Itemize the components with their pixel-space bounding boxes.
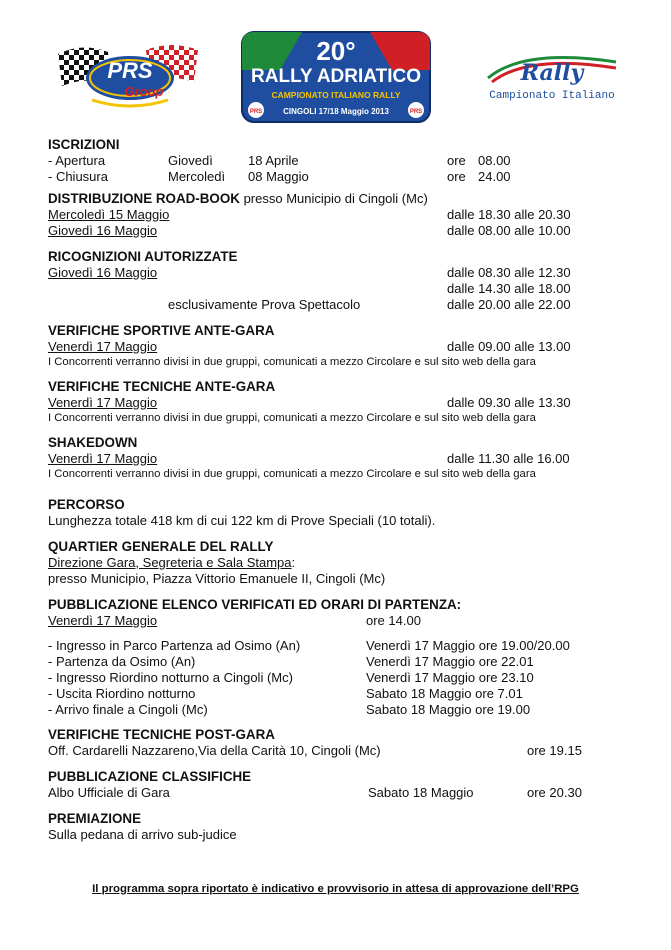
ricognizioni-note: esclusivamente Prova Spettacolo <box>168 297 361 312</box>
shakedown-note: I Concorrenti verranno divisi in due gruppi, comunicati a mezzo Circolare e sul sito web della gara <box>48 468 536 480</box>
schedule-label: - Arrivo finale a Cingoli (Mc) <box>48 702 208 717</box>
classifiche-day: Sabato 18 Maggio <box>368 785 474 800</box>
premiazione-title: PREMIAZIONE <box>48 811 141 826</box>
pubblicazione-day: Venerdì 17 Maggio <box>48 613 158 628</box>
rally-badge-right: PRS <box>409 109 423 115</box>
iscrizioni-title: ISCRIZIONI <box>48 137 120 152</box>
schedule-label: - Uscita Riordino notturno <box>48 686 196 701</box>
rally-script: Rally <box>520 60 584 86</box>
ricognizioni-time2: dalle 14.30 alle 18.00 <box>447 281 571 296</box>
iscrizioni-date: 08 Maggio <box>248 169 309 184</box>
quartier-line1-wrap <box>48 555 295 570</box>
quartier-line1-suffix: : <box>291 555 296 570</box>
tecniche-time: dalle 09.30 alle 13.30 <box>447 395 571 410</box>
sportive-note: I Concorrenti verranno divisi in due gruppi, comunicati a mezzo Circolare e sul sito web della gara <box>48 356 536 368</box>
sportive-day: Venerdì 17 Maggio <box>48 339 158 354</box>
tecniche-title: VERIFICHE TECNICHE ANTE-GARA <box>48 379 276 394</box>
iscrizioni-day: Giovedì <box>168 153 213 168</box>
tecniche-note: I Concorrenti verranno divisi in due gruppi, comunicati a mezzo Circolare e sul sito web della gara <box>48 412 536 424</box>
premiazione-text: Sulla pedana di arrivo sub-judice <box>48 827 237 842</box>
roadbook-time: dalle 08.00 alle 10.00 <box>447 223 571 238</box>
rally-dates: CINGOLI 17/18 Maggio 2013 <box>283 107 389 116</box>
ricognizioni-time1: dalle 08.30 alle 12.30 <box>447 265 571 280</box>
roadbook-day: Giovedì 16 Maggio <box>48 223 158 238</box>
roadbook-heading <box>48 191 428 206</box>
schedule-label: - Ingresso in Parco Partenza ad Osimo (An) <box>48 638 301 653</box>
roadbook-title: DISTRIBUZIONE ROAD-BOOK <box>48 191 240 206</box>
schedule-when: Venerdì 17 Maggio ore 19.00/20.00 <box>366 638 570 653</box>
classifiche-place: Albo Ufficiale di Gara <box>48 785 170 800</box>
rally-championship: CAMPIONATO ITALIANO RALLY <box>271 90 401 100</box>
rally-adriatico-logo <box>240 30 432 124</box>
iscrizioni-date: 18 Aprile <box>248 153 299 168</box>
campionato-caption: Campionato Italiano <box>489 90 615 102</box>
campionato-italiano-logo <box>484 48 620 104</box>
roadbook-day: Mercoledì 15 Maggio <box>48 207 170 222</box>
iscrizioni-time: 24.00 <box>478 169 511 184</box>
schedule-when: Sabato 18 Maggio ore 19.00 <box>366 702 531 717</box>
quartier-line2: presso Municipio, Piazza Vittorio Emanuele II, Cingoli (Mc) <box>48 571 386 586</box>
iscrizioni-label: - Chiusura <box>48 169 108 184</box>
roadbook-title-suffix: presso Municipio di Cingoli (Mc) <box>243 191 428 206</box>
iscrizioni-ore: ore <box>447 169 466 184</box>
prs-group-logo <box>54 40 204 112</box>
rally-badge-left: PRS <box>249 109 263 115</box>
sportive-title: VERIFICHE SPORTIVE ANTE-GARA <box>48 323 275 338</box>
schedule-when: Venerdì 17 Maggio ore 22.01 <box>366 654 534 669</box>
iscrizioni-ore: ore <box>447 153 466 168</box>
schedule-label: - Partenza da Osimo (An) <box>48 654 196 669</box>
schedule-when: Sabato 18 Maggio ore 7.01 <box>366 686 523 701</box>
pubblicazione-title: PUBBLICAZIONE ELENCO VERIFICATI ED ORARI DI PARTENZA: <box>48 597 462 612</box>
prs-logo-text: PRS <box>107 58 153 83</box>
postgara-place: Off. Cardarelli Nazzareno,Via della Carità 10, Cingoli (Mc) <box>48 743 381 758</box>
schedule-label: - Ingresso Riordino notturno a Cingoli (Mc) <box>48 670 293 685</box>
iscrizioni-day: Mercoledì <box>168 169 226 184</box>
shakedown-time: dalle 11.30 alle 16.00 <box>447 451 570 466</box>
quartier-line1: Direzione Gara, Segreteria e Sala Stampa <box>48 555 292 570</box>
sportive-time: dalle 09.00 alle 13.00 <box>447 339 571 354</box>
postgara-time: ore 19.15 <box>527 743 582 758</box>
shakedown-day: Venerdì 17 Maggio <box>48 451 158 466</box>
rally-number: 20° <box>316 36 356 66</box>
ricognizioni-title: RICOGNIZIONI AUTORIZZATE <box>48 249 238 264</box>
postgara-title: VERIFICHE TECNICHE POST-GARA <box>48 727 275 742</box>
footer-disclaimer: Il programma sopra riportato è indicativo e provvisorio in attesa di approvazione dell’RPG <box>92 883 579 895</box>
shakedown-title: SHAKEDOWN <box>48 435 138 450</box>
iscrizioni-time: 08.00 <box>478 153 511 168</box>
quartier-title: QUARTIER GENERALE DEL RALLY <box>48 539 274 554</box>
pubblicazione-time: ore 14.00 <box>366 613 421 628</box>
iscrizioni-label: - Apertura <box>48 153 106 168</box>
roadbook-time: dalle 18.30 alle 20.30 <box>447 207 571 222</box>
classifiche-title: PUBBLICAZIONE CLASSIFICHE <box>48 769 252 784</box>
schedule-when: Venerdì 17 Maggio ore 23.10 <box>366 670 534 685</box>
group-logo-text: Group <box>124 84 164 99</box>
percorso-title: PERCORSO <box>48 497 125 512</box>
tecniche-day: Venerdì 17 Maggio <box>48 395 158 410</box>
ricognizioni-day: Giovedì 16 Maggio <box>48 265 158 280</box>
rally-name: RALLY ADRIATICO <box>251 66 421 87</box>
ricognizioni-time3: dalle 20.00 alle 22.00 <box>447 297 571 312</box>
classifiche-time: ore 20.30 <box>527 785 582 800</box>
percorso-text: Lunghezza totale 418 km di cui 122 km di Prove Speciali (10 totali). <box>48 513 436 528</box>
